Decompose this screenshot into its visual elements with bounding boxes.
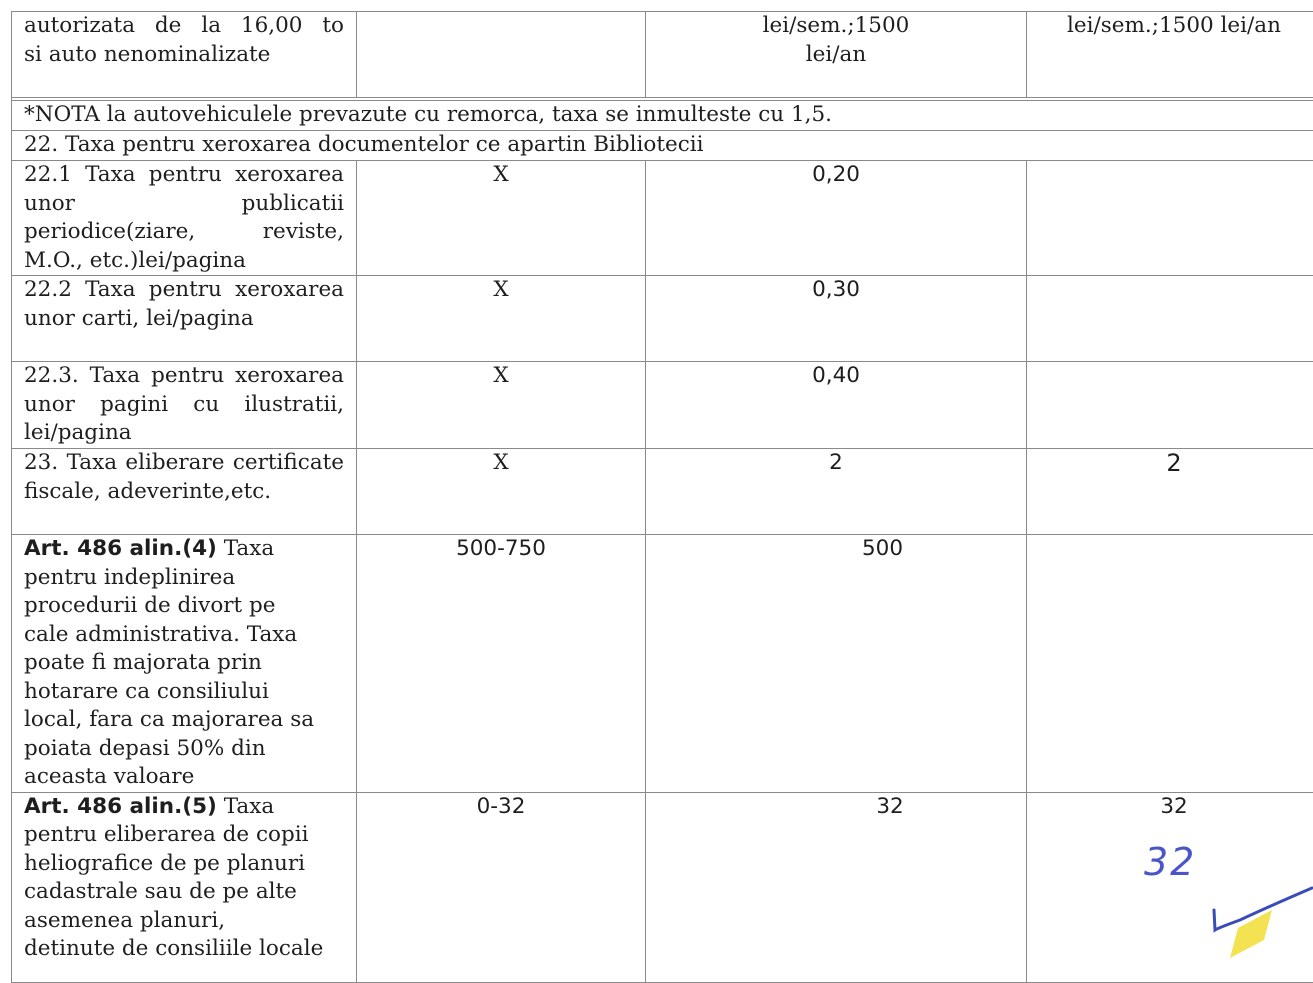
row-art4-line-1: Taxa xyxy=(217,536,274,561)
row-22-1-final xyxy=(1027,161,1313,276)
row-value-cell xyxy=(646,12,1027,98)
row-22-3-limit: X xyxy=(357,362,646,449)
row-art4-line-6: hotarare ca consiliului xyxy=(24,678,344,707)
row-art5-limit: 0-32 xyxy=(357,792,646,982)
table-row-23 xyxy=(12,449,1313,535)
row-limit-cell xyxy=(357,12,646,98)
row-art5-bold-ref: Art. 486 alin.(5) xyxy=(24,794,217,819)
row-art5-line-4: cadastrale sau de pe alte xyxy=(24,878,344,907)
row-description-line-1: autorizata de la 16,00 to xyxy=(24,12,344,41)
table-row-nota xyxy=(12,101,1313,131)
row-art4-value: 500 xyxy=(646,535,1027,793)
row-22-2-final xyxy=(1027,276,1313,362)
row-art5-line-1: Taxa xyxy=(217,794,274,819)
table-row-22-1 xyxy=(12,161,1313,276)
nota-text: *NOTA la autovehiculele prevazute cu remorca, taxa se inmulteste cu 1,5. xyxy=(12,101,1313,131)
row-art5-line-2: pentru eliberarea de copii xyxy=(24,821,344,850)
row-art4-line-3: procedurii de divort pe xyxy=(24,592,344,621)
row-art4-line-4: cale administrativa. Taxa xyxy=(24,621,344,650)
row-art4-final xyxy=(1027,535,1313,793)
row-art5-final: 32 xyxy=(1027,792,1313,982)
table-row-vehicle-cont xyxy=(12,12,1313,98)
table-row-art-486-5 xyxy=(12,792,1313,982)
row-art5-value: 32 xyxy=(646,792,1027,982)
row-description-line-2: si auto nenominalizate xyxy=(24,41,344,70)
row-art4-line-7: local, fara ca majorarea sa xyxy=(24,706,344,735)
row-22-1-value: 0,20 xyxy=(646,161,1027,276)
row-22-1-limit: X xyxy=(357,161,646,276)
row-art5-line-6: detinute de consiliile locale xyxy=(24,935,344,964)
row-art5-description xyxy=(12,792,357,982)
table-row-22-3 xyxy=(12,362,1313,449)
table-row-art-486-4 xyxy=(12,535,1313,793)
row-art4-bold-ref: Art. 486 alin.(4) xyxy=(24,536,217,561)
row-22-1-description: 22.1 Taxa pentru xeroxarea unor publicatii periodice(ziare, reviste, M.O., etc.)lei/pagina xyxy=(12,161,357,276)
row-value-line-1: lei/sem.;1500 xyxy=(658,12,1014,41)
handwritten-32: 32 xyxy=(1144,840,1196,884)
row-22-2-limit: X xyxy=(357,276,646,362)
row-art4-line-5: poate fi majorata prin xyxy=(24,649,344,678)
row-22-3-final xyxy=(1027,362,1313,449)
row-art4-limit: 500-750 xyxy=(357,535,646,793)
row-22-2-description: 22.2 Taxa pentru xeroxarea unor carti, lei/pagina xyxy=(12,276,357,362)
row-art5-line-3: heliografice de pe planuri xyxy=(24,850,344,879)
handwritten-checkmark-icon xyxy=(1200,880,1313,958)
row-description xyxy=(12,12,357,98)
row-art4-line-9: aceasta valoare xyxy=(24,763,344,792)
row-23-value: 2 xyxy=(646,449,1027,535)
row-22-3-description: 22.3. Taxa pentru xeroxarea unor pagini cu ilustratii, lei/pagina xyxy=(12,362,357,449)
table-row-section-22 xyxy=(12,131,1313,161)
row-22-3-value: 0,40 xyxy=(646,362,1027,449)
row-art5-line-5: asemenea planuri, xyxy=(24,907,344,936)
row-art4-line-2: pentru indeplinirea xyxy=(24,564,344,593)
row-final-cell: lei/sem.;1500 lei/an xyxy=(1027,12,1313,98)
section-22-heading: 22. Taxa pentru xeroxarea documentelor ce apartin Bibliotecii xyxy=(12,131,1313,161)
row-23-limit: X xyxy=(357,449,646,535)
row-22-2-value: 0,30 xyxy=(646,276,1027,362)
row-23-final: 2 xyxy=(1027,449,1313,535)
row-23-description: 23. Taxa eliberare certificate fiscale, adeverinte,etc. xyxy=(12,449,357,535)
table-row-22-2 xyxy=(12,276,1313,362)
row-value-line-2: lei/an xyxy=(658,41,1014,70)
fee-table xyxy=(11,11,1313,983)
row-art4-line-8: poiata depasi 50% din xyxy=(24,735,344,764)
row-art4-description xyxy=(12,535,357,793)
